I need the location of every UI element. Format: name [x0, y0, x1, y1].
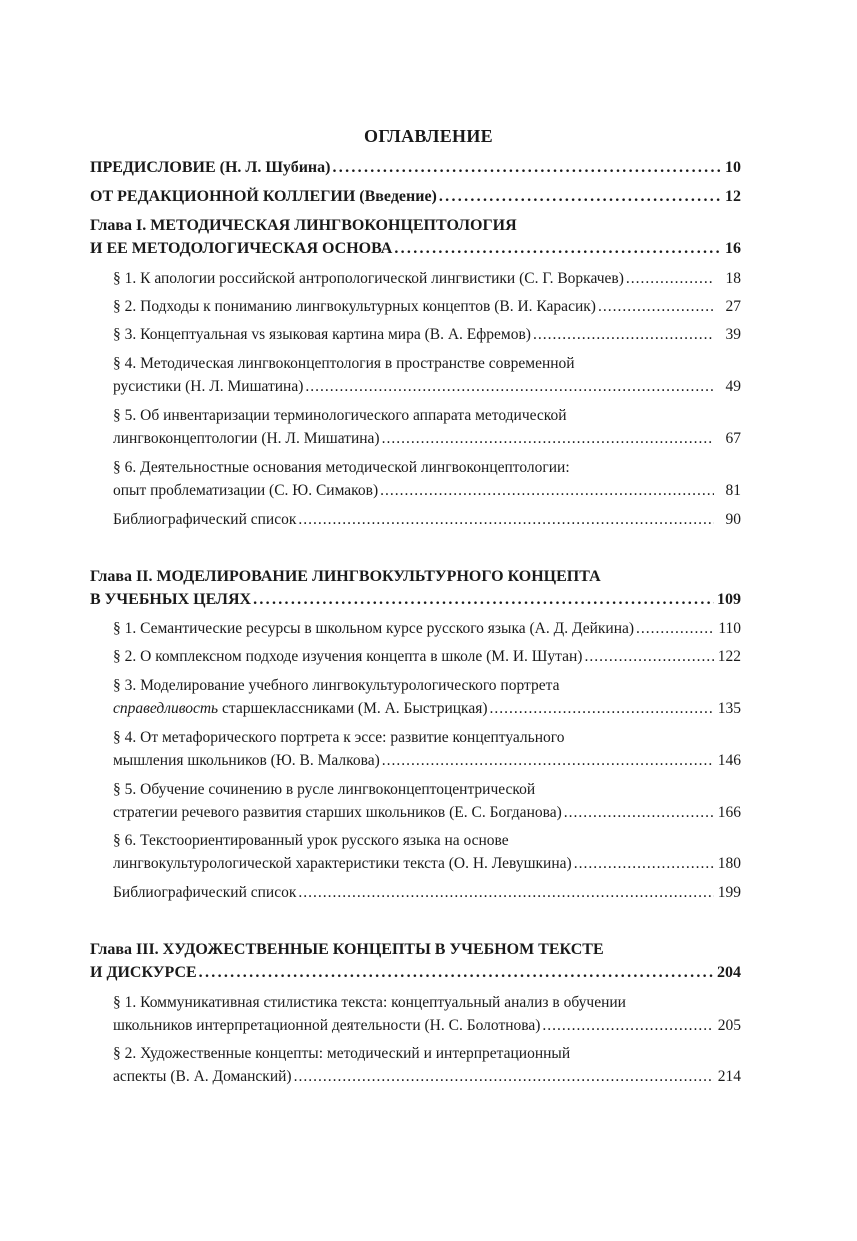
entry-page: 49 [725, 378, 741, 395]
dot-leader [636, 618, 714, 640]
toc-entry-1-5-cont[interactable] [113, 428, 741, 450]
entry-text: стратегии речевого развития старших школьников (Е. С. Богданова) [113, 804, 562, 821]
entry-text: Глава II. МОДЕЛИРОВАНИЕ ЛИНГВОКУЛЬТУРНОГО КОНЦЕПТА [90, 568, 601, 585]
entry-page: 180 [717, 855, 741, 872]
entry-text: § 1. К апологии российской антропологической лингвистики (С. Г. Воркачев) [113, 270, 624, 287]
dot-leader [584, 646, 714, 668]
toc-entry-1-5[interactable] [113, 405, 741, 427]
toc-entry-2-bibliography[interactable] [113, 882, 741, 904]
entry-text: § 1. Семантические ресурсы в школьном курсе русского языка (А. Д. Дейкина) [113, 620, 635, 637]
dot-leader [298, 509, 714, 531]
toc-entry-1-1[interactable] [113, 268, 741, 290]
toc-entry-2-3-cont[interactable] [113, 698, 741, 720]
entry-text: § 6. Деятельностные основания методической лингвоконцептологии: [113, 459, 570, 476]
toc-entry-2-5-cont[interactable] [113, 802, 741, 824]
entry-text: § 6. Текстоориентированный урок русского языка на основе [113, 832, 509, 849]
entry-text: аспекты (В. А. Доманский) [113, 1068, 292, 1085]
toc-entry-editorial[interactable] [90, 186, 741, 208]
dot-leader [564, 802, 714, 824]
toc-entry-2-6[interactable] [113, 830, 741, 852]
dot-leader [382, 750, 714, 772]
entry-page: 135 [717, 700, 741, 717]
dot-leader [542, 1015, 714, 1037]
entry-page: 110 [718, 620, 741, 637]
entry-text: ОТ РЕДАКЦИОННОЙ КОЛЛЕГИИ (Введение) [90, 188, 437, 205]
entry-page: 12 [725, 188, 741, 205]
toc-entry-2-4[interactable] [113, 727, 741, 749]
entry-text: лингвоконцептологии (Н. Л. Мишатина) [113, 430, 380, 447]
toc-entry-1-bibliography[interactable] [113, 509, 741, 531]
toc-entry-2-6-cont[interactable] [113, 853, 741, 875]
entry-text: В УЧЕБНЫХ ЦЕЛЯХ [90, 591, 252, 608]
dot-leader [598, 296, 714, 318]
dot-leader [394, 238, 722, 260]
toc-entry-2-1[interactable] [113, 618, 741, 640]
entry-page: 146 [717, 752, 741, 769]
toc-entry-1-2[interactable] [113, 296, 741, 318]
entry-text: § 2. Художественные концепты: методический и интерпретационный [113, 1045, 571, 1062]
entry-text [113, 698, 488, 720]
entry-text: лингвокультурологической характеристики текста (О. Н. Левушкина) [113, 855, 572, 872]
entry-text: § 3. Концептуальная vs языковая картина мира (В. А. Ефремов) [113, 326, 531, 343]
toc-title: ОГЛАВЛЕНИЕ [364, 126, 493, 146]
toc-entry-1-4-cont[interactable] [113, 376, 741, 398]
entry-text: Библиографический список [113, 511, 297, 528]
entry-page: 122 [717, 648, 741, 665]
dot-leader [298, 882, 714, 904]
dot-leader [253, 589, 714, 611]
chapter-2-heading-cont[interactable] [90, 589, 741, 611]
entry-page: 204 [717, 964, 741, 981]
dot-leader [533, 324, 714, 346]
chapter-2-heading[interactable] [90, 566, 741, 588]
toc-entry-3-1[interactable] [113, 992, 741, 1014]
entry-text: мышления школьников (Ю. В. Малкова) [113, 752, 380, 769]
entry-page: 16 [725, 240, 741, 257]
entry-text: Глава III. ХУДОЖЕСТВЕННЫЕ КОНЦЕПТЫ В УЧЕБНОМ ТЕКСТЕ [90, 941, 604, 958]
dot-leader [332, 157, 722, 179]
entry-text: § 4. Методическая лингвоконцептология в пространстве современной [113, 355, 575, 372]
entry-page: 81 [725, 482, 741, 499]
dot-leader [294, 1066, 714, 1088]
entry-text: русистики (Н. Л. Мишатина) [113, 378, 304, 395]
toc-entry-2-2[interactable] [113, 646, 741, 668]
toc-entry-2-3[interactable] [113, 675, 741, 697]
entry-text: § 5. Об инвентаризации терминологического аппарата методической [113, 407, 567, 424]
entry-page: 205 [717, 1017, 741, 1034]
entry-text: § 4. От метафорического портрета к эссе: развитие концептуального [113, 729, 565, 746]
toc-entry-3-2[interactable] [113, 1043, 741, 1065]
entry-text: § 1. Коммуникативная стилистика текста: концептуальный анализ в обучении [113, 994, 626, 1011]
entry-text: И ДИСКУРСЕ [90, 964, 197, 981]
entry-page: 214 [717, 1068, 741, 1085]
entry-text: § 2. Подходы к пониманию лингвокультурных концептов (В. И. Карасик) [113, 298, 596, 315]
entry-page: 39 [725, 326, 741, 343]
chapter-1-heading[interactable] [90, 215, 741, 237]
toc-entry-2-5[interactable] [113, 779, 741, 801]
entry-text: опыт проблематизации (С. Ю. Симаков) [113, 482, 379, 499]
chapter-3-heading-cont[interactable] [90, 962, 741, 984]
entry-page: 27 [725, 298, 741, 315]
dot-leader [439, 186, 722, 208]
toc-entry-2-4-cont[interactable] [113, 750, 741, 772]
entry-page: 109 [717, 591, 741, 608]
dot-leader [380, 480, 714, 502]
entry-page: 90 [725, 511, 741, 528]
dot-leader [199, 962, 714, 984]
entry-text: § 3. Моделирование учебного лингвокультурологического портрета [113, 677, 560, 694]
entry-text: Глава I. МЕТОДИЧЕСКАЯ ЛИНГВОКОНЦЕПТОЛОГИЯ [90, 217, 517, 234]
toc-entry-3-2-cont[interactable] [113, 1066, 741, 1088]
dot-leader [490, 698, 714, 720]
dot-leader [382, 428, 714, 450]
entry-text: Библиографический список [113, 884, 297, 901]
entry-page: 166 [717, 804, 741, 821]
entry-page: 10 [725, 159, 741, 176]
toc-entry-preface[interactable] [90, 157, 741, 179]
toc-entry-1-3[interactable] [113, 324, 741, 346]
entry-text: ПРЕДИСЛОВИЕ (Н. Л. Шубина) [90, 159, 331, 176]
entry-page: 67 [725, 430, 741, 447]
entry-text: § 2. О комплексном подходе изучения концепта в школе (М. И. Шутан) [113, 648, 583, 665]
entry-page: 199 [717, 884, 741, 901]
italic-term: справедливость [113, 700, 219, 717]
dot-leader [305, 376, 714, 398]
chapter-3-heading[interactable] [90, 939, 741, 961]
entry-text: § 5. Обучение сочинению в русле лингвоконцептоцентрической [113, 781, 536, 798]
toc-entry-1-4[interactable] [113, 353, 741, 375]
toc-entry-1-6[interactable] [113, 457, 741, 479]
entry-text: И ЕЕ МЕТОДОЛОГИЧЕСКАЯ ОСНОВА [90, 240, 393, 257]
toc-entry-3-1-cont[interactable] [113, 1015, 741, 1037]
dot-leader [626, 268, 714, 290]
chapter-1-heading-cont[interactable] [90, 238, 741, 260]
entry-text-rest: старшеклассниками (М. А. Быстрицкая) [218, 700, 488, 717]
entry-page: 18 [725, 270, 741, 287]
entry-text: школьников интерпретационной деятельности (Н. С. Болотнова) [113, 1017, 541, 1034]
toc-entry-1-6-cont[interactable] [113, 480, 741, 502]
dot-leader [574, 853, 714, 875]
